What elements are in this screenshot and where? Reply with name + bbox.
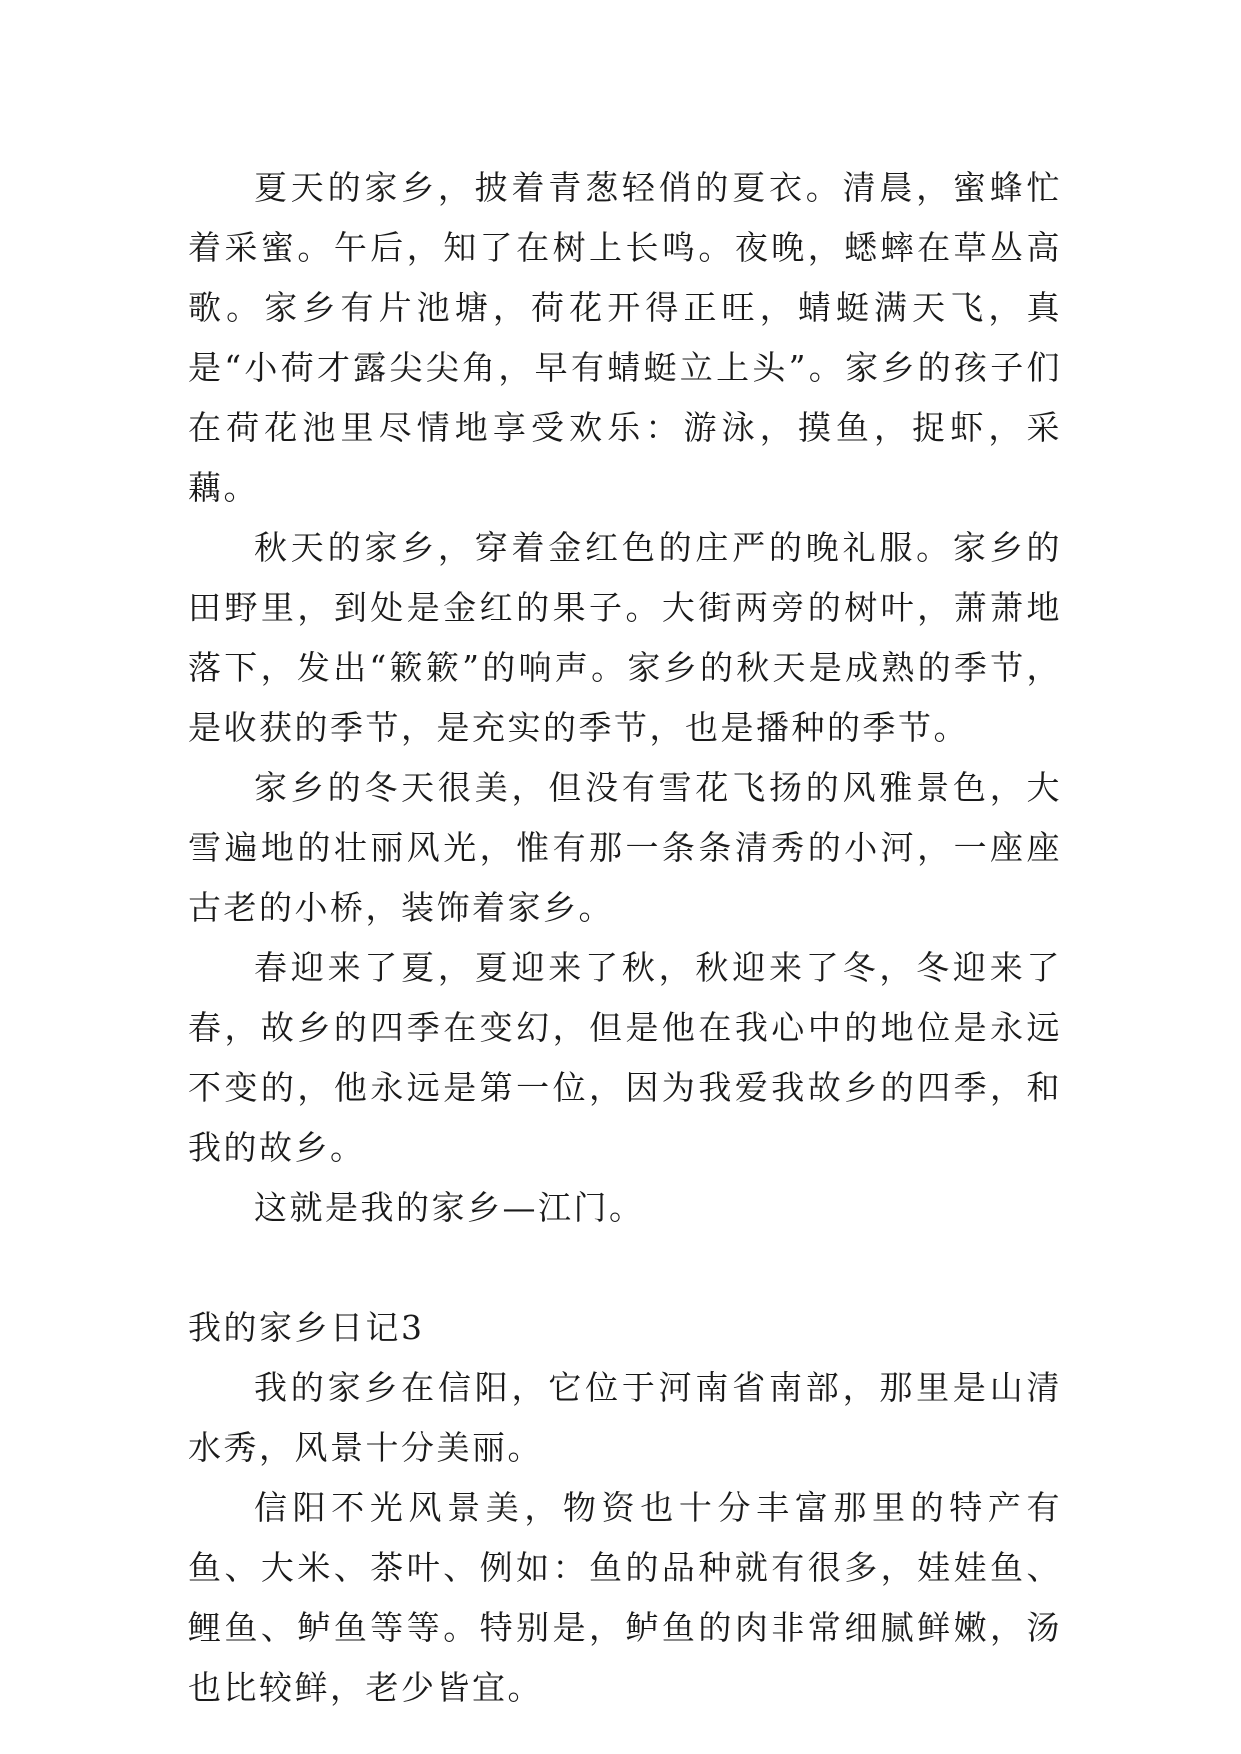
document-page: [188, 158, 1062, 1718]
paragraph-seasons: 春迎来了夏，夏迎来了秋，秋迎来了冬，冬迎来了春，故乡的四季在变幻，但是他在我心中的地位是永远不变的，他永远是第一位，因为我爱我故乡的四季，和我的故乡。: [188, 948, 1062, 1167]
paragraph-winter: 家乡的冬天很美，但没有雪花飞扬的风雅景色，大雪遍地的壮丽风光，惟有那一条条清秀的小河，一座座古老的小桥，装饰着家乡。: [188, 768, 1062, 927]
paragraph-summer: 夏天的家乡，披着青葱轻俏的夏衣。清晨，蜜蜂忙着采蜜。午后，知了在树上长鸣。夜晚，蟋蟀在草丛高歌。家乡有片池塘，荷花开得正旺，蜻蜓满天飞，真是“小荷才露尖尖角，早有蜻蜓立上头”。家乡的孩子们在荷花池里尽情地享受欢乐：游泳，摸鱼，捉虾，采藕。: [188, 168, 1062, 507]
section-spacer: [188, 1238, 1062, 1298]
paragraph-closing: 这就是我的家乡—江门。: [254, 1188, 645, 1227]
paragraph-autumn: 秋天的家乡，穿着金红色的庄严的晚礼服。家乡的田野里，到处是金红的果子。大街两旁的树叶，萧萧地落下，发出“簌簌”的响声。家乡的秋天是成熟的季节，是收获的季节，是充实的季节，也是播种的季节。: [188, 528, 1062, 747]
section-title: 我的家乡日记3: [188, 1308, 425, 1347]
paragraph-xinyang-products: 信阳不光风景美，物资也十分丰富那里的特产有鱼、大米、茶叶、例如：鱼的品种就有很多，娃娃鱼、鲤鱼、鲈鱼等等。特别是，鲈鱼的肉非常细腻鲜嫩，汤也比较鲜，老少皆宜。: [188, 1488, 1062, 1707]
paragraph-xinyang-intro: 我的家乡在信阳，它位于河南省南部，那里是山清水秀，风景十分美丽。: [188, 1368, 1062, 1467]
